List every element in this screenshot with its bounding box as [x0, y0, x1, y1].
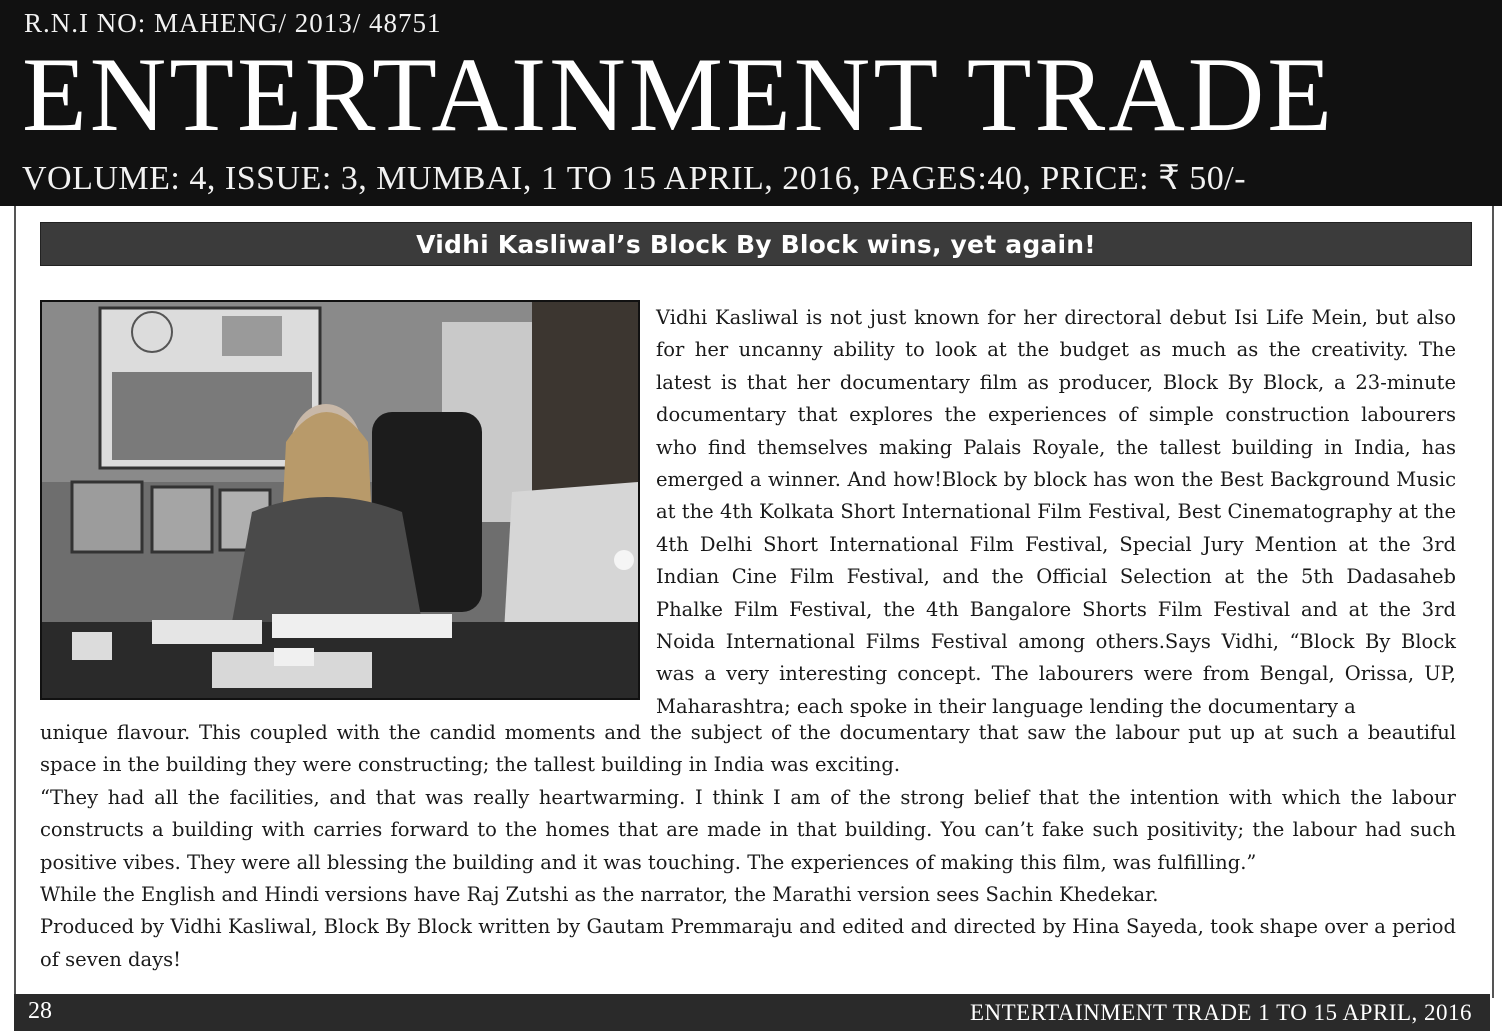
article-photo — [40, 300, 640, 700]
office-photo-illustration — [42, 302, 638, 698]
registration-number: R.N.I NO: MAHENG/ 2013/ 48751 — [24, 8, 442, 38]
page-footer — [14, 994, 1490, 1031]
page-number: 28 — [28, 998, 52, 1024]
publication-title: ENTERTAINMENT TRADE — [22, 36, 1336, 153]
article-paragraph: unique flavour. This coupled with the candid moments and the subject of the documentary that saw the labour put up at such a beautiful space in the building they were constructing; the tallest building in India was exciting. — [40, 721, 1456, 777]
footer-title: ENTERTAINMENT TRADE 1 TO 15 APRIL, 2016 — [969, 1000, 1472, 1025]
article-body-column — [656, 302, 1456, 723]
issue-line: VOLUME: 4, ISSUE: 3, MUMBAI, 1 TO 15 APRIL, 2016, PAGES:40, PRICE: ₹ 50/- — [22, 160, 1247, 197]
article-body-full-width — [40, 717, 1456, 976]
article-paragraph-lead: Vidhi Kasliwal is not just known for her directoral debut Isi Life Mein, but also for her uncanny ability to look at the budget as much as the creativity. The latest is that her documentary film as producer, Block By Block, a 23-minute documentary that explores the experiences of simple construction labourers who find themselves making Palais Royale, the tallest building in India, has emerged a winner. And how!Block by block has won the Best Background Music at the 4th Kolkata Short International Film Festival, Best Cinematography at the 4th Delhi Short International Film Festival, Special Jury Mention at the 3rd Indian Cine Film Festival, and the Official Selection at the 5th Dadasaheb Phalke Film Festival, the 4th Bangalore Shorts Film Festival and at the 3rd Noida International Films Festival among others.Says Vidhi, “Block By Block was a very interesting concept. The labourers were from Bengal, Orissa, UP, Maharashtra; each spoke in their language lending the documentary a — [656, 306, 1456, 718]
article-paragraph: “They had all the facilities, and that was really heartwarming. I think I am of the strong belief that the intention with which the labour constructs a building with carries forward to the homes that are made in that building. You can’t fake such positivity; the labour had such positive vibes. They were all blessing the building and it was touching. The experiences of making this film, was fulfilling.” — [40, 785, 1456, 874]
article-headline: Vidhi Kasliwal’s Block By Block wins, yet again! — [416, 229, 1096, 259]
headline-bar — [40, 222, 1472, 266]
article-paragraph: Produced by Vidhi Kasliwal, Block By Block written by Gautam Premmaraju and edited and directed by Hina Sayeda, took shape over a period of seven days! — [40, 915, 1456, 971]
masthead — [0, 0, 1502, 206]
article-paragraph: While the English and Hindi versions have Raj Zutshi as the narrator, the Marathi version sees Sachin Khedekar. — [40, 883, 1159, 907]
